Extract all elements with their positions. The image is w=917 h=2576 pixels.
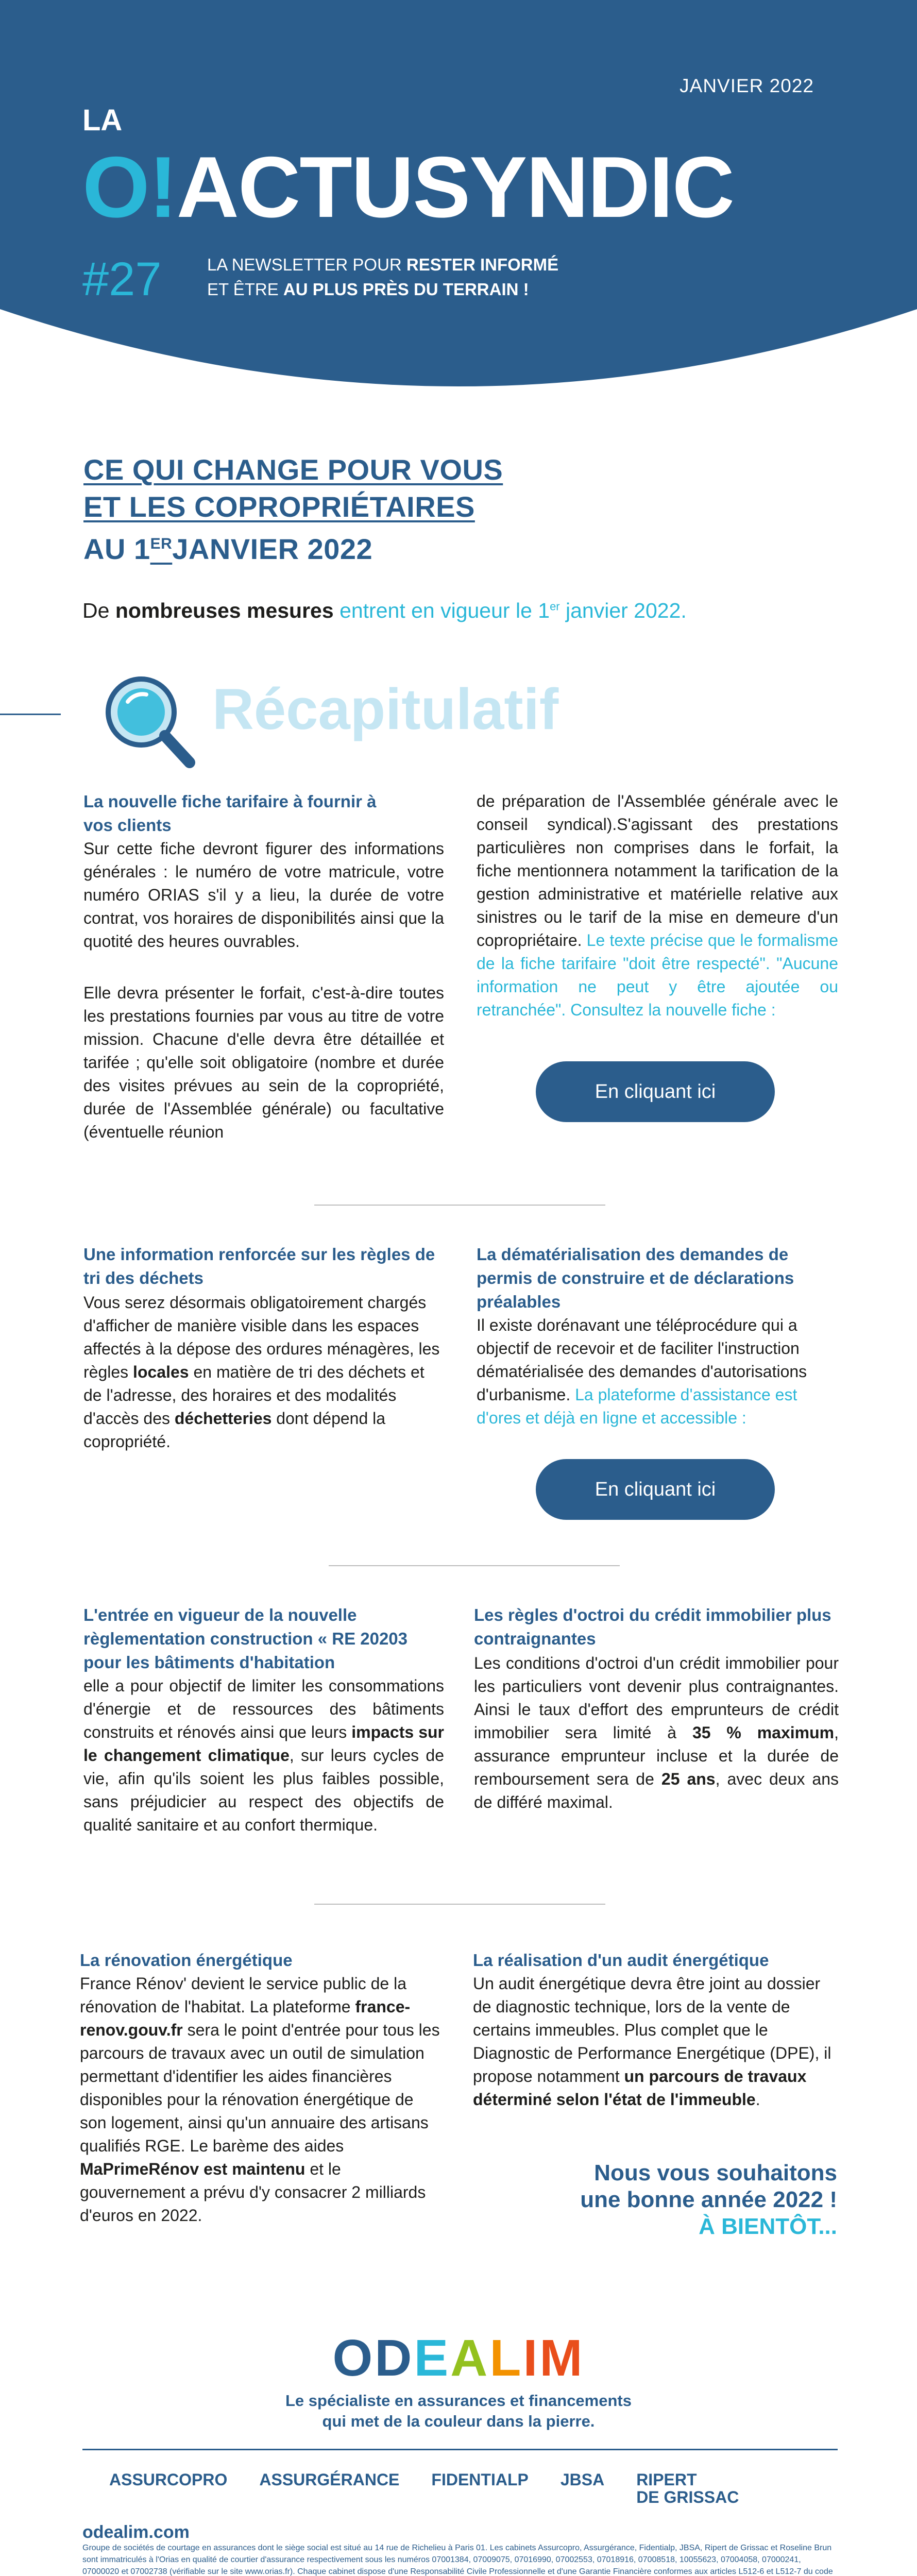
article-title-audit: La réalisation d'un audit énergétique: [473, 1951, 769, 1970]
tagline-text: LA NEWSLETTER POUR: [207, 255, 406, 274]
credit-text: , avec deux ans de différé maximal.: [474, 1770, 839, 1811]
tagline-bold: RESTER INFORMÉ: [406, 255, 559, 274]
footer-rule: [82, 2449, 838, 2450]
logo-part: IM: [523, 2329, 585, 2387]
renov-text: sera le point d'entrée pour tous les parcours de travaux avec un outil de simulation permettant d'identifier les aides financières disponibles pour la rénovation énergétique de son logement, ainsi qu'un annuaire des artisans qualifiés RGE. Le barème des aides: [80, 2021, 440, 2155]
re2020-text: elle a pour objectif de limiter les consommations d'énergie et de ressources des bâtiments construits et rénovés ainsi que leurs: [83, 1676, 444, 1741]
credit-bold: 35 % maximum: [692, 1723, 835, 1742]
partner-line: RIPERT: [636, 2470, 697, 2489]
audit-text: .: [755, 2090, 760, 2109]
credit-text: , assurance emprunteur incluse et la durée de remboursement sera de: [474, 1723, 839, 1788]
demat-text: Il existe dorénavant une téléprocédure qui a objectif de recevoir et de faciliter l'instruction dématérialisée des demandes d'autorisations d'urbanisme.: [477, 1316, 807, 1404]
credit-bold: 25 ans: [661, 1770, 716, 1788]
renov-text: et le gouvernement a prévu d'y consacrer 2 milliards d'euros en 2022.: [80, 2160, 426, 2225]
audit-text: Un audit énergétique devra être joint au dossier de diagnostic technique, lors de la vente de certains immeubles. Plus complet que le Diagnostic de Performance Energétique (DPE), il propose notamment: [473, 1974, 831, 2086]
page-title: [83, 451, 547, 568]
recap-title: Récapitulatif: [212, 677, 559, 741]
newsletter-logo: [82, 139, 734, 235]
logo-part: A: [450, 2329, 490, 2387]
website-link[interactable]: odealim.com: [82, 2522, 190, 2542]
article-body-demat: [477, 1314, 838, 1430]
intro-hl-text: entrent en vigueur le 1: [333, 599, 550, 622]
partner-assurgerance[interactable]: ASSURGÉRANCE: [259, 2470, 400, 2489]
article-body-fiche-1: Sur cette fiche devront figurer des informations générales : le numéro de votre matricule, votre numéro ORIAS s'il y a lieu, la durée de votre contrat, vos horaires de disponibilités ainsi que la quotité des heures ouvrables.: [83, 839, 444, 951]
section-divider: [314, 1904, 605, 1905]
article-body-renov: [80, 1972, 443, 2227]
partner-list: [109, 2471, 753, 2506]
logo-part: L: [489, 2329, 523, 2387]
title-line: [83, 526, 372, 568]
closing-bye: À BIENTÔT...: [699, 2214, 837, 2239]
article-body-audit: [473, 1972, 836, 2111]
closing-line: Nous vous souhaitons: [594, 2160, 837, 2185]
intro-bold: nombreuses mesures: [115, 599, 334, 622]
renov-bold: france-renov.gouv.fr: [80, 1997, 411, 2039]
tagline-text: ET ÊTRE: [207, 280, 283, 299]
article-title-re2020: L'entrée en vigueur de la nouvelle règlementation construction « RE 20203 pour les bâtiments d'habitation: [83, 1605, 408, 1672]
article-title-renov: La rénovation énergétique: [80, 1951, 293, 1970]
article-body-fiche-2: Elle devra présenter le forfait, c'est-à-dire toutes les prestations fournies par vous au titre de votre mission. Chacune d'elle devra être détaillée et tarifée ; qu'elle soit obligatoire (nombre et durée des visites prévues au sein de la copropriété, durée de l'Assemblée générale) ou facultative (éventuelle réunion: [83, 984, 444, 1141]
brand-tagline-line: qui met de la couleur dans la pierre.: [322, 2412, 595, 2430]
brand-tagline-line: Le spécialiste en assurances et financements: [285, 2392, 632, 2410]
brand-tagline: [0, 2391, 917, 2432]
partner-fidentialp[interactable]: FIDENTIALP: [431, 2470, 529, 2489]
section-divider: [329, 1565, 620, 1566]
title-text: AU 1: [83, 532, 150, 565]
logo-actusyndic: ACTUSYNDIC: [176, 139, 734, 235]
intro-highlight: [334, 599, 687, 622]
article-body-credit: [474, 1652, 839, 1814]
article-title-fiche: La nouvelle fiche tarifaire à fournir à vos clients: [83, 792, 377, 835]
magnifier-icon: [99, 670, 200, 773]
fiche-link-button[interactable]: En cliquant ici: [536, 1061, 775, 1122]
demat-highlight: La plateforme d'assistance est d'ores et déjà en ligne et accessible :: [477, 1385, 797, 1427]
intro-pre: De: [82, 599, 115, 622]
issue-date: JANVIER 2022: [680, 75, 814, 96]
re2020-bold: impacts sur le changement climatique: [83, 1723, 445, 1765]
logo-part: E: [414, 2329, 451, 2387]
dechets-text: en matière de tri des déchets et de l'adresse, des horaires et des modalités d'accès des: [83, 1363, 424, 1428]
article-title-dechets: Une information renforcée sur les règles de tri des déchets: [83, 1245, 435, 1287]
section-divider: [314, 1205, 605, 1206]
article-title-demat: La dématérialisation des demandes de permis de construire et de déclarations préalables: [477, 1245, 794, 1311]
title-sup: ER: [150, 535, 173, 552]
fiche-highlight: Le texte précise que le formalisme de la fiche tarifaire "doit être respecté". "Aucune information ne peut y être ajoutée ou retranchée". Consultez la nouvelle fiche :: [477, 931, 838, 1019]
partner-assurcopro[interactable]: ASSURCOPRO: [109, 2470, 228, 2489]
partner-ripert-de-grissac[interactable]: [636, 2471, 739, 2506]
dechets-bold: locales: [133, 1363, 189, 1381]
title-line: ET LES COPROPRIÉTAIRES: [83, 490, 475, 523]
logo-la: LA: [82, 104, 123, 137]
article-title-credit: Les règles d'octroi du crédit immobilier plus contraignantes: [474, 1605, 831, 1648]
legal-notice: Groupe de sociétés de courtage en assurances dont le siège social est situé au 14 rue de Richelieu à Paris 01. Les cabinets Assurcopro, Assurgérance, Fidentialp, JBSA, Ripert de Grissac et Roseline Brun sont immatriculés à l'Orias en qualité de courtier d'assurance respectivement sous les numéros 07001384, 07009075, 07016990, 07002553, 07018916, 07008518, 10055623, 07004058, 07000241, 07000020 et 07002738 (vérifiable sur le site www.orias.fr). Chaque cabinet dispose d'une Responsabilité Civile Professionnelle et d'une Garantie Financière conformes aux articles L512-6 et L512-7 du code: [82, 2544, 833, 2576]
demat-link-button[interactable]: En cliquant ici: [536, 1459, 775, 1520]
article-body-re2020: [83, 1674, 444, 1837]
fiche-text: de préparation de l'Assemblée générale avec le conseil syndical).S'agissant des prestations particulières non comprises dans le forfait, la fiche mentionnera notamment la tarification de la gestion administrative et matérielle relative aux sinistres ou le tarif de la mise en demeure d'un copropriétaire.: [477, 792, 838, 950]
tagline-bold: AU PLUS PRÈS DU TERRAIN !: [283, 280, 529, 299]
re2020-text: , sur leurs cycles de vie, afin qu'ils soient les plus faibles possible, sans préjudicier au respect des objectifs de qualité sanitaire et au confort thermique.: [83, 1746, 444, 1834]
dechets-bold: déchetteries: [174, 1409, 272, 1428]
partner-line: DE GRISSAC: [636, 2488, 739, 2506]
dechets-text: Vous serez désormais obligatoirement chargés d'afficher de manière visible dans les espaces affectés à la dépose des ordures ménagères, les règles: [83, 1293, 440, 1381]
closing-line: une bonne année 2022 !: [580, 2187, 837, 2212]
title-text: JANVIER 2022: [172, 532, 373, 565]
newsletter-tagline: [207, 252, 558, 302]
article-body-fiche-3: [477, 790, 838, 1022]
renov-bold: MaPrimeRénov est maintenu: [80, 2160, 305, 2178]
credit-text: Les conditions d'octroi d'un crédit immobilier pour les particuliers vont devenir plus contraignantes. Ainsi le taux d'effort des emprunteurs de crédit immobilier sera limité à: [474, 1654, 839, 1742]
audit-bold: un parcours de travaux déterminé selon l'état de l'immeuble: [473, 2067, 807, 2109]
odealim-logo[interactable]: [0, 2329, 917, 2388]
dechets-text: dont dépend la copropriété.: [83, 1409, 386, 1451]
logo-part: OD: [332, 2329, 414, 2387]
logo-o: O!: [82, 139, 177, 235]
intro-sup: er: [550, 600, 560, 613]
renov-text: France Rénov' devient le service public de la rénovation de l'habitat. La plateforme: [80, 1974, 406, 2016]
intro-text: [82, 599, 687, 623]
title-line: CE QUI CHANGE POUR VOUS: [83, 453, 503, 486]
issue-number: #27: [82, 253, 162, 306]
closing-message: [580, 2160, 837, 2240]
article-body-dechets: [83, 1291, 444, 1453]
recap-rule: [0, 714, 61, 715]
partner-jbsa[interactable]: JBSA: [560, 2470, 605, 2489]
intro-hl-text: janvier 2022.: [559, 599, 687, 622]
